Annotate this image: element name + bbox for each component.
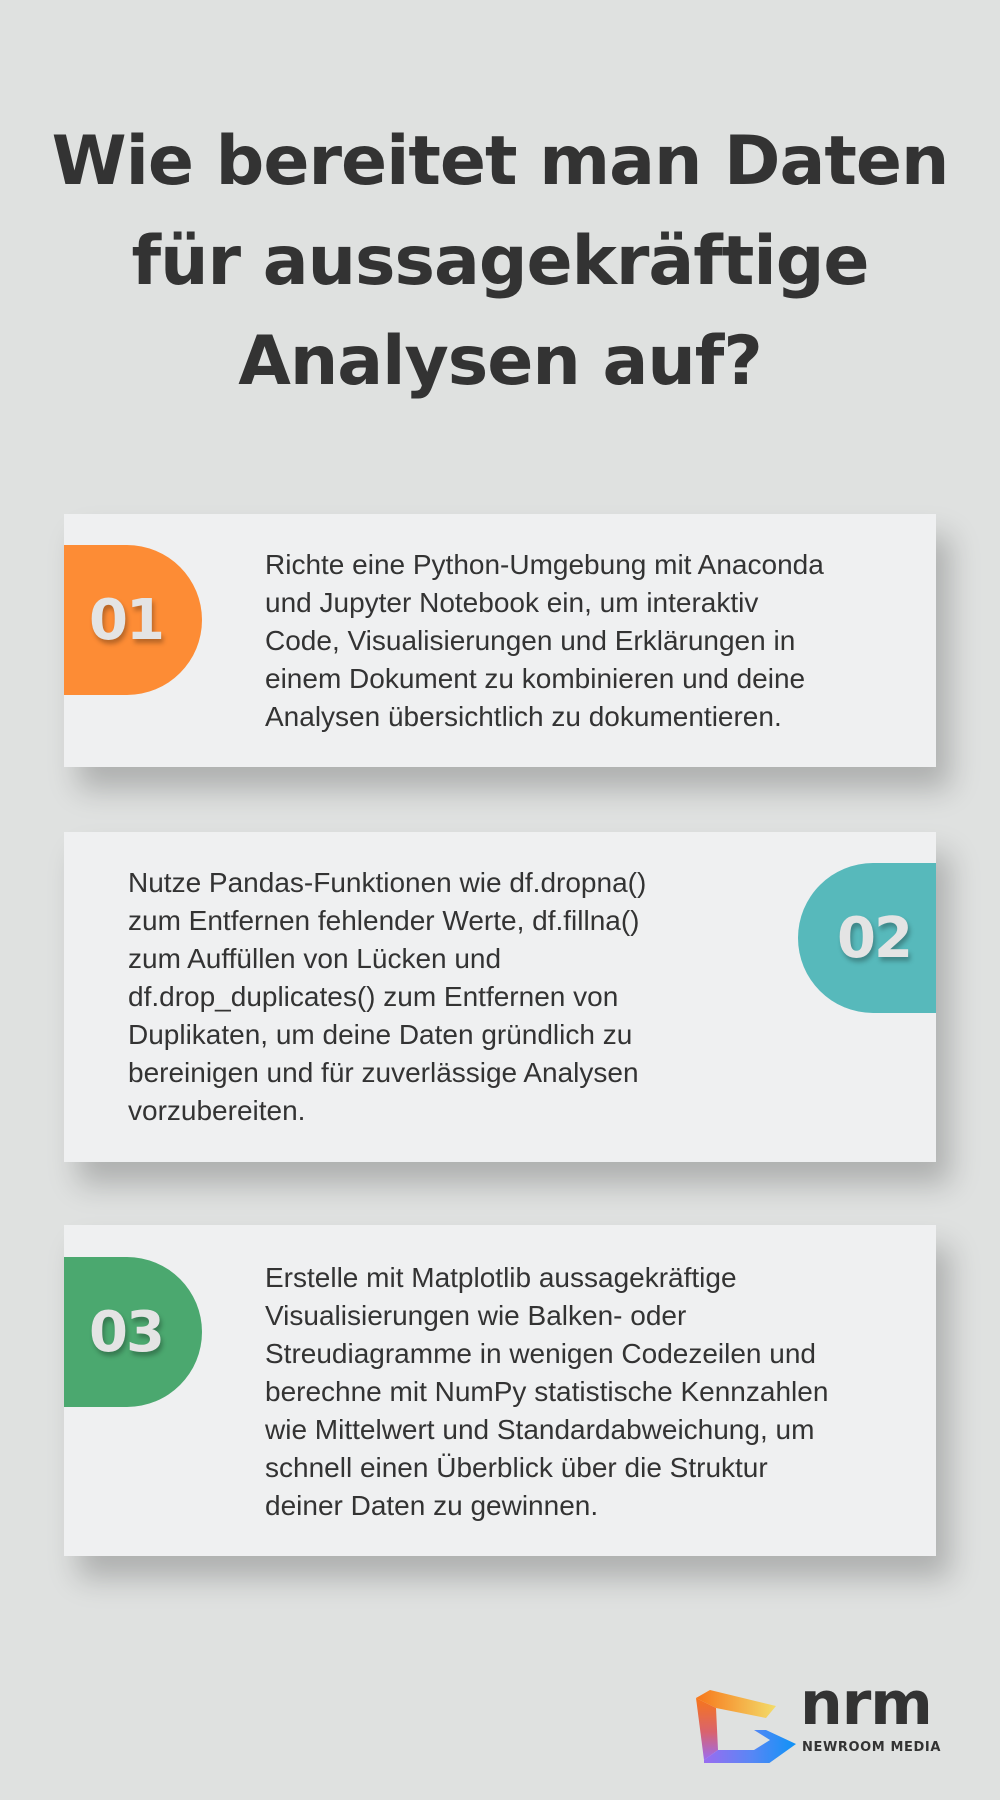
- step-3-line: Erstelle mit Matplotlib aussagekräftige: [265, 1262, 737, 1293]
- step-1-line: Richte eine Python-Umgebung mit Anaconda: [265, 549, 824, 580]
- step-3-line: Visualisierungen wie Balken- oder: [265, 1300, 687, 1331]
- step-number-3: 03: [89, 1299, 163, 1365]
- step-1-line: Code, Visualisierungen und Erklärungen in: [265, 625, 796, 656]
- step-1-line: Analysen übersichtlich zu dokumentieren.: [265, 701, 782, 732]
- logo-wordmark: nrm: [800, 1669, 932, 1739]
- step-number-1: 01: [89, 587, 163, 653]
- step-3-line: berechne mit NumPy statistische Kennzahlen: [265, 1376, 829, 1407]
- step-description-1: [265, 546, 824, 736]
- step-card-2: [64, 832, 936, 1162]
- logo-subtitle: NEWROOM MEDIA: [802, 1740, 941, 1755]
- page-title: [0, 112, 1000, 412]
- newroom-media-logo: [696, 1669, 946, 1763]
- step-2-line: Nutze Pandas-Funktionen wie df.dropna(): [128, 867, 647, 898]
- step-3-line: schnell einen Überblick über die Struktur: [265, 1452, 768, 1483]
- step-number-badge-1: [64, 545, 202, 695]
- step-description-3: [265, 1259, 828, 1525]
- newroom-media-logo-icon: [696, 1678, 796, 1763]
- step-3-line: wie Mittelwert und Standardabweichung, um: [265, 1414, 815, 1445]
- title-line-1: Wie bereitet man Daten: [51, 122, 949, 201]
- step-3-line: deiner Daten zu gewinnen.: [265, 1490, 599, 1521]
- title-line-2: für aussagekräftige: [131, 222, 869, 301]
- step-card-3: [64, 1225, 936, 1556]
- step-1-line: und Jupyter Notebook ein, um interaktiv: [265, 587, 759, 618]
- step-2-line: zum Auffüllen von Lücken und: [128, 943, 502, 974]
- step-2-line: vorzubereiten.: [128, 1095, 306, 1126]
- step-number-badge-3: [64, 1257, 202, 1407]
- step-3-line: Streudiagramme in wenigen Codezeilen und: [265, 1338, 817, 1369]
- step-1-line: einem Dokument zu kombinieren und deine: [265, 663, 806, 694]
- step-number-2: 02: [837, 905, 911, 971]
- step-2-line: bereinigen und für zuverlässige Analysen: [128, 1057, 639, 1088]
- step-description-2: [128, 864, 646, 1130]
- step-card-1: [64, 514, 936, 767]
- step-2-line: df.drop_duplicates() zum Entfernen von: [128, 981, 619, 1012]
- step-number-badge-2: [798, 863, 936, 1013]
- step-2-line: Duplikaten, um deine Daten gründlich zu: [128, 1019, 633, 1050]
- title-line-3: Analysen auf?: [238, 322, 762, 401]
- step-2-line: zum Entfernen fehlender Werte, df.fillna(): [128, 905, 640, 936]
